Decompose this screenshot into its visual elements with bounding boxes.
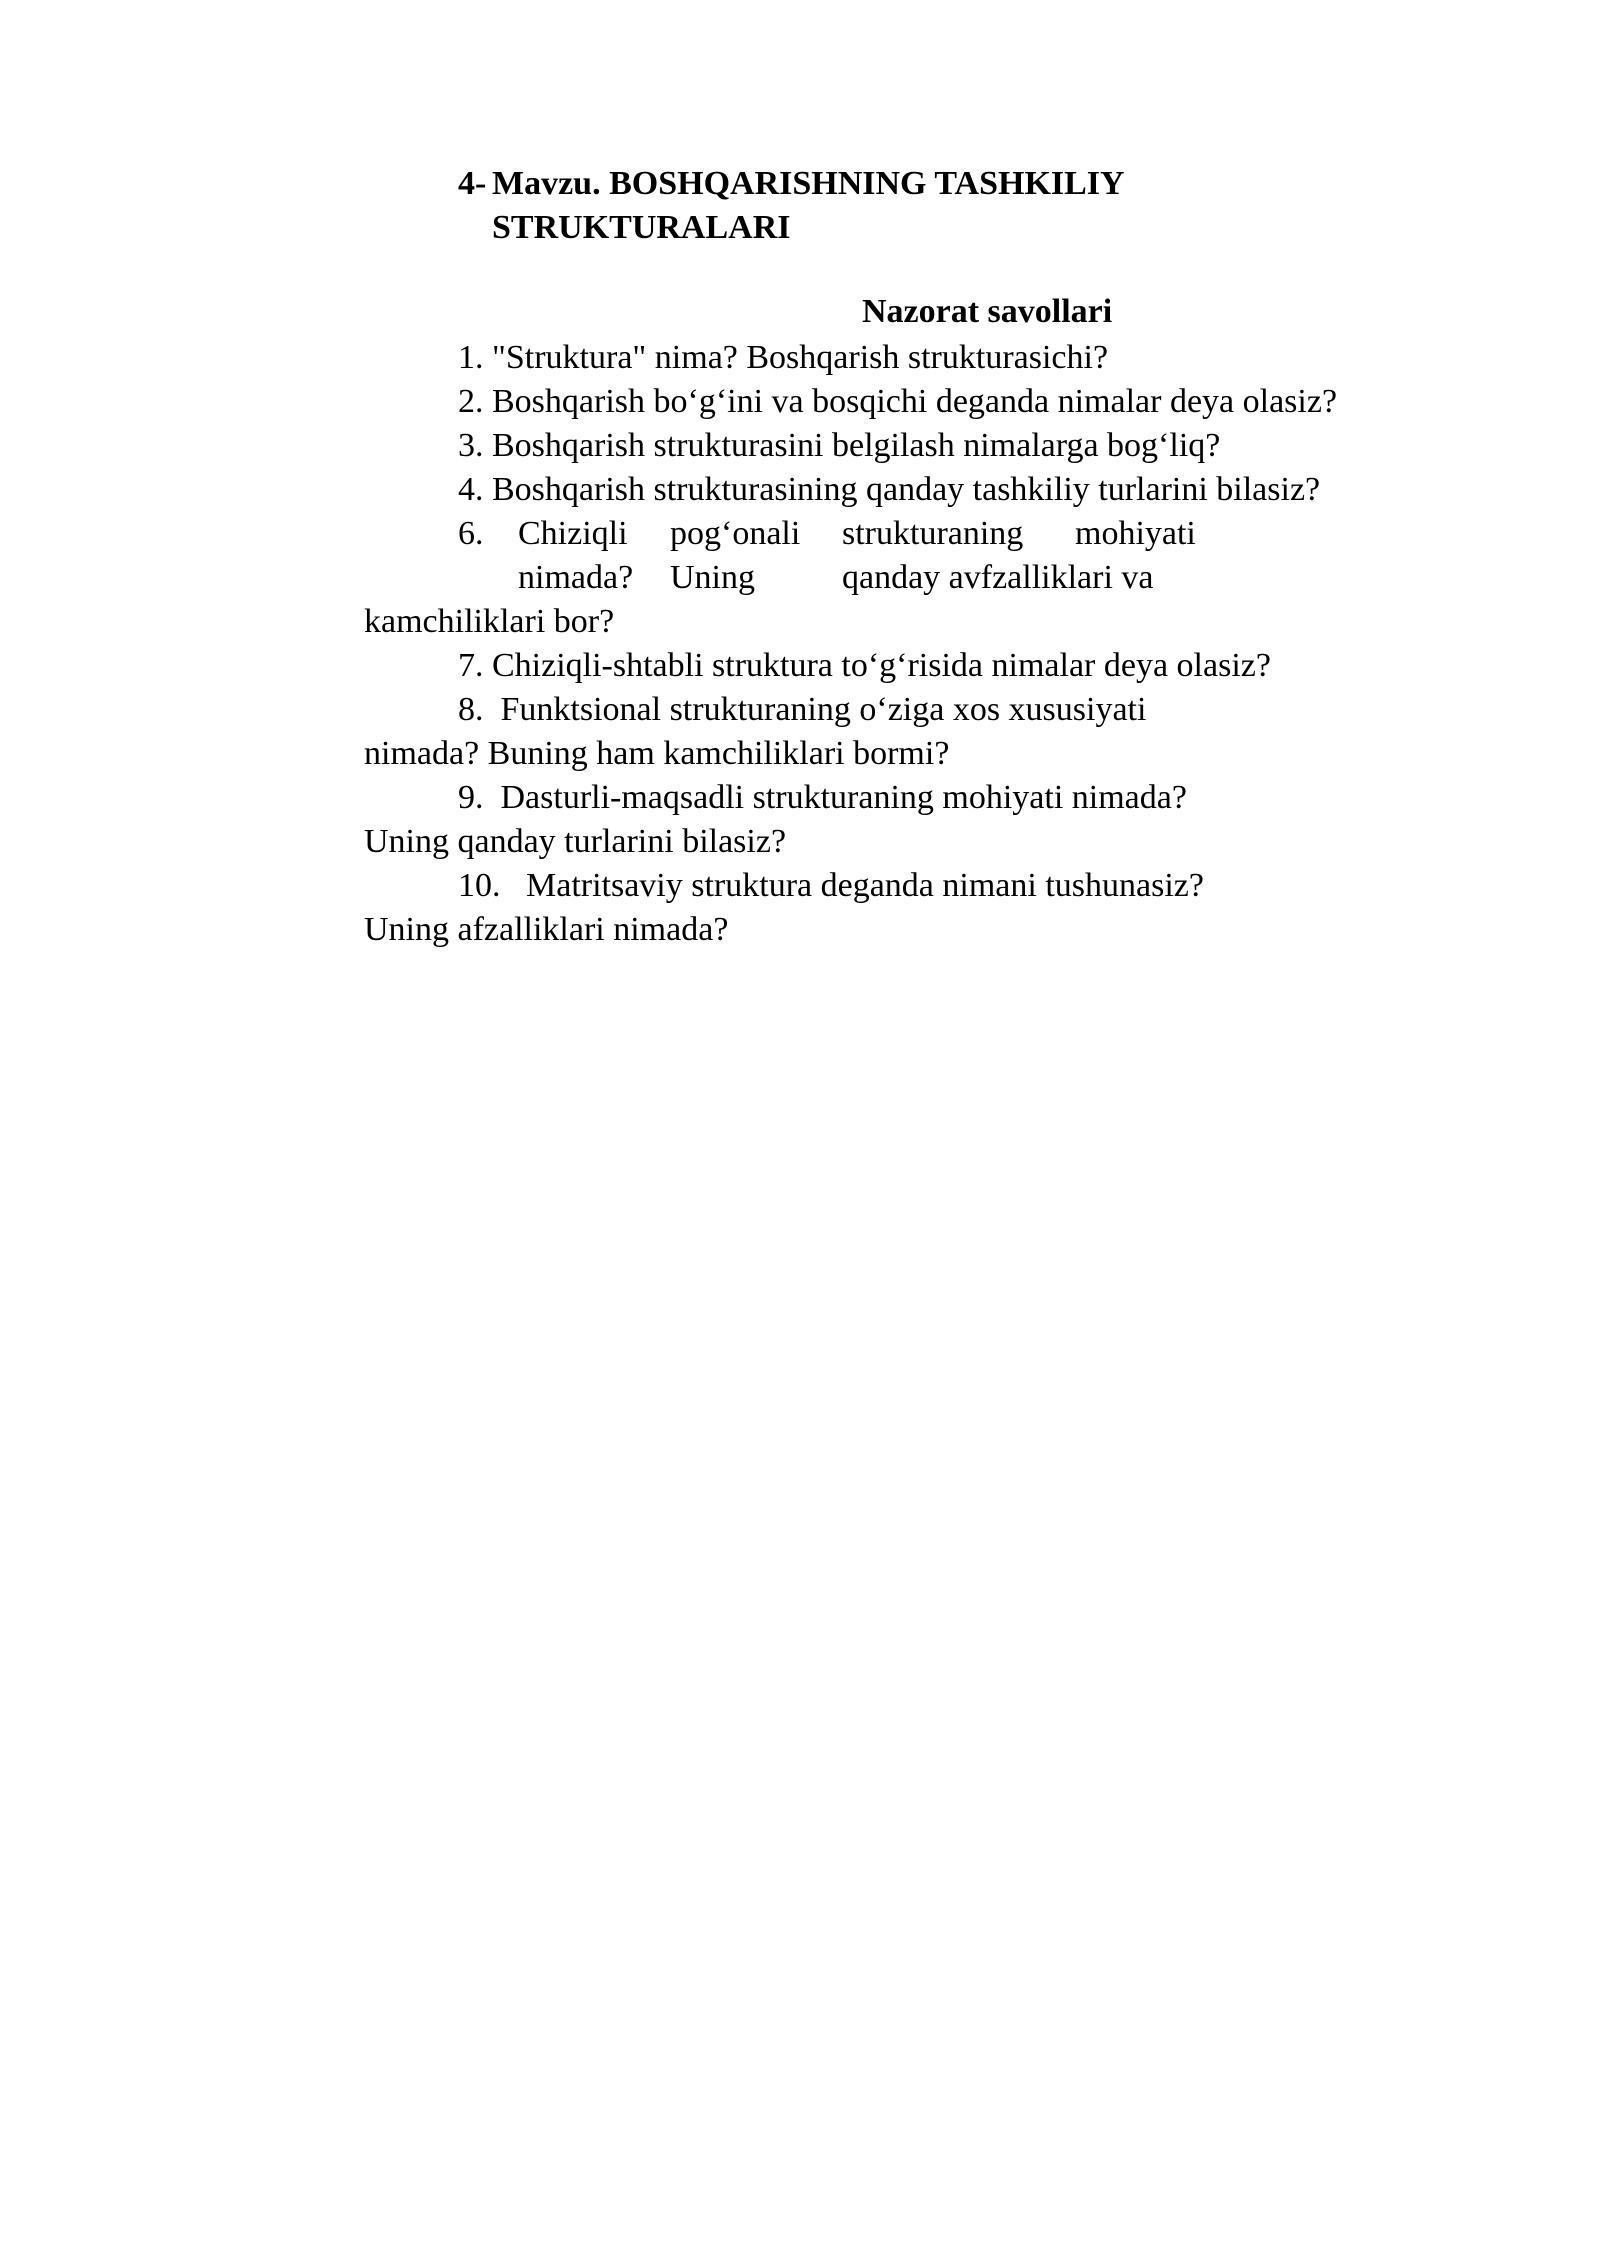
question-6-line-1 <box>0 512 1600 556</box>
question-3: 3. Boshqarish strukturasini belgilash nimalarga bog‘liq? <box>458 427 1221 464</box>
question-6-word: mohiyati <box>1075 515 1196 552</box>
topic-title <box>492 162 1125 250</box>
topic-heading <box>458 162 1125 250</box>
question-6-word: qanday avfzalliklari va <box>842 559 1154 596</box>
question-6-number: 6. <box>458 515 484 552</box>
question-7: 7. Chiziqli-shtabli struktura to‘g‘risida nimalar deya olasiz? <box>458 647 1271 684</box>
question-6-line-3: kamchiliklari bor? <box>364 603 615 640</box>
question-8-line-2: nimada? Buning ham kamchiliklari bormi? <box>364 735 950 772</box>
question-10-line-2: Uning afzalliklari nimada? <box>364 911 729 948</box>
question-8-line-1: 8. Funktsional strukturaning o‘ziga xos xususiyati <box>458 691 1147 728</box>
question-6-word: strukturaning <box>842 515 1024 552</box>
question-9-line-2: Uning qanday turlarini bilasiz? <box>364 823 787 860</box>
topic-title-line-2: STRUKTURALARI <box>492 209 791 246</box>
question-6-line-2 <box>0 556 1600 600</box>
question-6-word: pog‘onali <box>670 515 801 552</box>
section-title: Nazorat savollari <box>862 293 1113 330</box>
question-6-word: Uning <box>670 559 755 596</box>
question-6-word: nimada? <box>518 559 634 596</box>
topic-number: 4- <box>458 165 487 202</box>
question-2: 2. Boshqarish bo‘g‘ini va bosqichi deganda nimalar deya olasiz? <box>458 383 1338 420</box>
topic-title-line-1: Mavzu. BOSHQARISHNING TASHKILIY <box>492 165 1125 202</box>
question-9-line-1: 9. Dasturli-maqsadli strukturaning mohiyati nimada? <box>458 779 1187 816</box>
question-1: 1. "Struktura" nima? Boshqarish strukturasichi? <box>458 339 1109 376</box>
question-6-word: Chiziqli <box>518 515 628 552</box>
question-4: 4. Boshqarish strukturasining qanday tashkiliy turlarini bilasiz? <box>458 471 1321 508</box>
question-10-line-1: 10. Matritsaviy struktura deganda nimani tushunasiz? <box>458 867 1204 904</box>
